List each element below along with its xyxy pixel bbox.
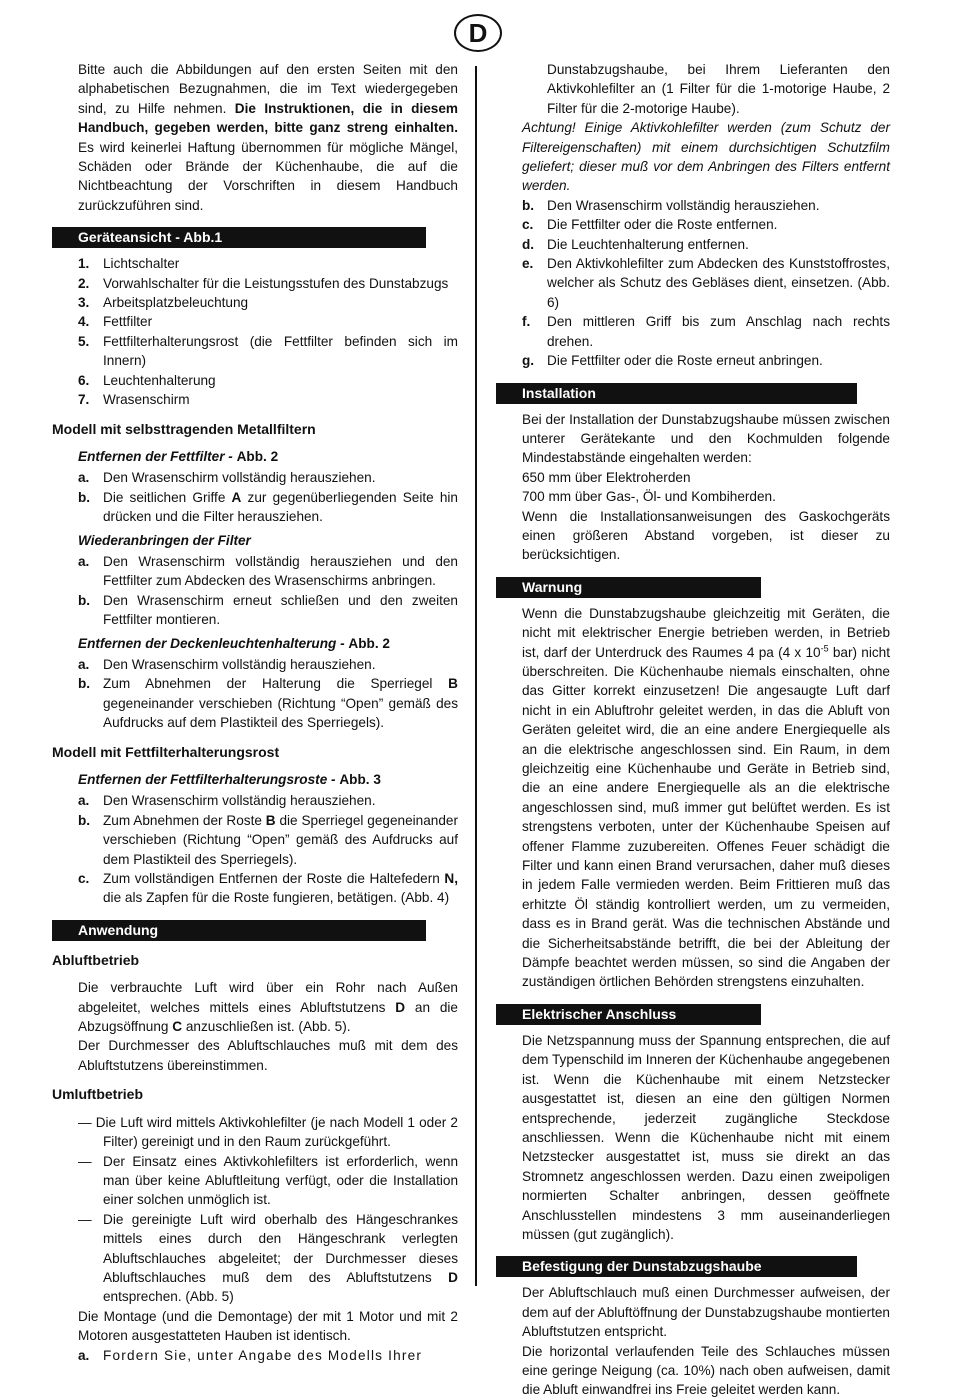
- intro-paragraph: Bitte auch die Abbildungen auf den ersten Seiten mit den alphabetischen Bezugnahmen, die im Text wiedergegeben sind, zu Hilfe nehmen. Die Instruktionen, die in diesem Handbuch, gegeben werden, bitte ganz streng einhalten. Es wird keinerlei Haftung übernommen für mögliche Mängel, Schäden oder Brände der Küchenhaube, die auf die Nichtbeachtung der Vorschriften in diesem Handbuch zurückzuführen sind.: [78, 62, 459, 213]
- list-item: d. Die Leuchtenhalterung entfernen.: [522, 236, 749, 252]
- decken-title: Entfernen der Deckenleuchtenhalterung - Abb. 2: [78, 635, 390, 651]
- list-item: a. Den Wrasenschirm vollständig herausziehen.: [78, 656, 376, 672]
- abluft-paragraph: Die verbrauchte Luft wird über ein Rohr nach Außen abgeleitet, welches mittels eines Abluftstutzens D an die Abzugsöffnung C anzuschließen ist. (Abb. 5).: [78, 980, 458, 1035]
- list-item: e. Den Aktivkohlefilter zum Abdecken des Kunststoffrostes, welcher als Schutz des Gebläses dient, einsetzen. (Abb. 6): [522, 256, 890, 310]
- section-header-elektrischer-anschluss: Elektrischer Anschluss: [496, 1004, 761, 1025]
- list-item: c. Die Fettfilter oder die Roste entfernen.: [522, 217, 778, 233]
- list-item: b. Den Wrasenschirm erneut schließen und den zweiten Fettfilter montieren.: [78, 592, 458, 628]
- list-item: 7. Wrasenschirm: [78, 392, 190, 408]
- list-item: a. Den Wrasenschirm vollständig herausziehen.: [78, 793, 376, 809]
- list-item: 3. Arbeitsplatzbeleuchtung: [78, 295, 249, 311]
- install-distance-gas: 700 mm über Gas-, Öl- und Kombiherden.: [522, 489, 776, 505]
- list-item: 1. Lichtschalter: [78, 256, 180, 272]
- list-item: 5. Fettfilterhalterungsrost (die Fettfilter befinden sich im Innern): [78, 333, 458, 369]
- abluft-title: Abluftbetrieb: [52, 951, 140, 968]
- umluft-title: Umluftbetrieb: [52, 1086, 143, 1103]
- wieder-title: Wiederanbringen der Filter: [78, 532, 251, 548]
- section-header-warnung: Warnung: [496, 577, 761, 598]
- rost-title: Entfernen der Fettfilterhalterungsroste - Abb. 3: [78, 772, 381, 787]
- list-item: b. Zum Abnehmen der Roste B die Sperriegel gegeneinander verschieben (Richtung “Open” gemäß des Aufdrucks auf dem Plastikteil des Sperriegels).: [78, 812, 458, 867]
- install-paragraph-2: Wenn die Installationsanweisungen des Gaskochgeräts einen größeren Abstand vorgeben, ist dieser zu berücksichtigen.: [522, 508, 890, 563]
- right-column: [496, 60, 890, 1400]
- warn-paragraph: Wenn die Dunstabzugshaube gleichzeitig mit Geräten, die nicht mit elektrischer Energie betrieben werden, in Betrieb ist, darf der Unterdruck des Raumes 4 pa (4 x $10^{-5}$ bar) nicht überschreiten. Die Küchenhaube niemals einschalten, ohne das Gitter korrekt einzusetzen! Die angesaugte Luft darf nicht in ein Abluftrohr geleitet werden, in das die Abluft von Geräten geleitet wird, die an eine andere Energiequelle als an die elektrische angeschlossen sind. Ein Raum, in dem gleichzeitig eine Küchenhaube und Geräte in Betrieb sind, die an eine andere Energiequelle als an die elektrische angeschlossen sind, muß immer gut belüftet werden. Es ist strengstens verboten, unter der Küchenhaube Speisen auf offener Flamme zuzubereiten. Offenes Feuer schädigt die Filter und kann einen Brand verursachen, daher muß dieses in jedem Falle vermieden werden. Beim Frittieren muß das erhitzte Öl ständig kontrolliert werden, um zu vermeiden, dass es in Brand gerät. Was die technischen Abstände und die Sicherheitsabstände betrifft, die bei der Ableitung der Dämpfe beachtet werden müssen, so sind die Angaben der zuständigen örtlichen Behörden strengstens einzuhalten.: [522, 605, 890, 990]
- left-column: [52, 60, 458, 1365]
- abluft-paragraph-2: Der Durchmesser des Abluftschlauches muß mit dem des Abluftstutzens übereinstimmen.: [78, 1038, 458, 1073]
- section-header-anwendung: Anwendung: [52, 920, 426, 941]
- list-item: c. Zum vollständigen Entfernen der Roste die Haltefedern N, die als Zapfen für die Roste fungieren, betätigen. (Abb. 4): [78, 871, 458, 906]
- section-header-befestigung: Befestigung der Dunstabzugshaube: [496, 1256, 857, 1277]
- list-item: 4. Fettfilter: [78, 314, 153, 330]
- list-item: f. Den mittleren Griff bis zum Anschlag nach rechts drehen.: [522, 314, 890, 349]
- list-item: a. Fordern Sie, unter Angabe des Modells Ihrer: [78, 1347, 423, 1363]
- model2-title: Modell mit Fettfilterhalterungsrost: [52, 743, 280, 760]
- list-item: a. Den Wrasenschirm vollständig herausziehen.: [78, 470, 376, 486]
- list-item: g. Die Fettfilter oder die Roste erneut anbringen.: [522, 353, 823, 369]
- list-item: — Die Luft wird mittels Aktivkohlefilter (je nach Modell 1 oder 2 Filter) gereinigt und in den Raum zurückgeführt.: [78, 1114, 458, 1150]
- section-header-geraeteansicht: Geräteansicht - Abb.1: [52, 227, 426, 248]
- column-divider: [475, 66, 477, 1286]
- list-item: b. Die seitlichen Griffe A zur gegenüberliegenden Seite hin drücken und die Filter herausziehen.: [78, 489, 458, 525]
- install-paragraph: Bei der Installation der Dunstabzugshaube müssen zwischen unterer Gerätekante und den Kochmulden folgende Mindestabstände eingehalten werden:: [522, 411, 890, 466]
- achtung-note: Achtung! Einige Aktivkohlefilter werden (zum Schutz der Filtereigenschaften) mit einem durchsichtigen Schutzfilm geliefert; dieser muß vor dem Anbringen des Filters entfernt werden.: [522, 120, 890, 194]
- list-item: b. Den Wrasenschirm vollständig herausziehen.: [522, 197, 820, 213]
- list-item: — Der Einsatz eines Aktivkohlefilters ist erforderlich, wenn man über keine Abluftleitung verfügt, oder die Installation einer solchen unmöglich ist.: [78, 1153, 458, 1208]
- section-header-installation: Installation: [496, 383, 857, 404]
- befest-paragraph: Der Abluftschlauch muß einen Durchmesser aufweisen, der dem auf der Abluftöffnung der Dunstabzugshaube montierten Abluftstutzen entspricht.: [522, 1285, 890, 1340]
- list-item: Dunstabzugshaube, bei Ihrem Lieferanten den Aktivkohlefilter an (1 Filter für die 1-motorige Haube, 2 Filter für die 2-motorige Haube).: [547, 62, 890, 116]
- elek-paragraph: Die Netzspannung muss der Spannung entsprechen, die auf dem Typenschild im Inneren der Küchenhaube angegebenen ist. Wenn die Küchenhaube mit einem Netzstecker ausgestattet ist, diesen an eine den gültigen Normen entsprechende, jederzeit zugängliche Steckdose anschliessen. Wenn die Küchenhaube nicht mit einem Netzstecker ausgestattet ist, muss sie direkt an das Stromnetz angeschlossen werden. Dazu einen zweipoligen normierten Schalter anbringen, dessen geöffnete Anschlusstellen mindestens 3 mm auseinanderliegen müssen (gut zugänglich).: [522, 1032, 890, 1242]
- list-item: 2. Vorwahlschalter für die Leistungsstufen des Dunstabzugs: [78, 275, 449, 291]
- befest-paragraph-2: Die horizontal verlaufenden Teile des Schlauches müssen eine geringe Neigung (ca. 10%) nach oben aufweisen, damit die Abluft einwandfrei ins Freie geleitet werden kann.: [522, 1343, 890, 1398]
- parts-list: [52, 254, 458, 409]
- montage-paragraph: Die Montage (und die Demontage) der mit 1 Motor und mit 2 Motoren ausgestatteten Hauben ist identisch.: [78, 1308, 458, 1344]
- list-item: 6. Leuchtenhalterung: [78, 372, 216, 388]
- list-item: b. Zum Abnehmen der Halterung die Sperriegel B gegeneinander verschieben (Richtung “Open” gemäß des Aufdrucks auf dem Plastikteil des Sperriegels).: [78, 676, 458, 731]
- list-item: — Die gereinigte Luft wird oberhalb des Hängeschrankes mittels eines durch den Hängeschrank verlegten Abluftschlauches abgeleitet; der Durchmesser dieses Abluftschlauches muß dem des Abluftstutzens D entsprechen. (Abb. 5): [78, 1211, 458, 1305]
- model1-title: Modell mit selbsttragenden Metallfiltern: [52, 420, 316, 437]
- language-badge: D: [454, 14, 502, 52]
- fettfilter-title: Entfernen der Fettfilter - Abb. 2: [78, 448, 279, 464]
- list-item: a. Den Wrasenschirm vollständig herausziehen und den Fettfilter zum Abdecken des Wrasenschirms anbringen.: [78, 553, 458, 589]
- steps-list: [496, 196, 890, 371]
- install-distance-electric: 650 mm über Elektroherden: [522, 469, 691, 485]
